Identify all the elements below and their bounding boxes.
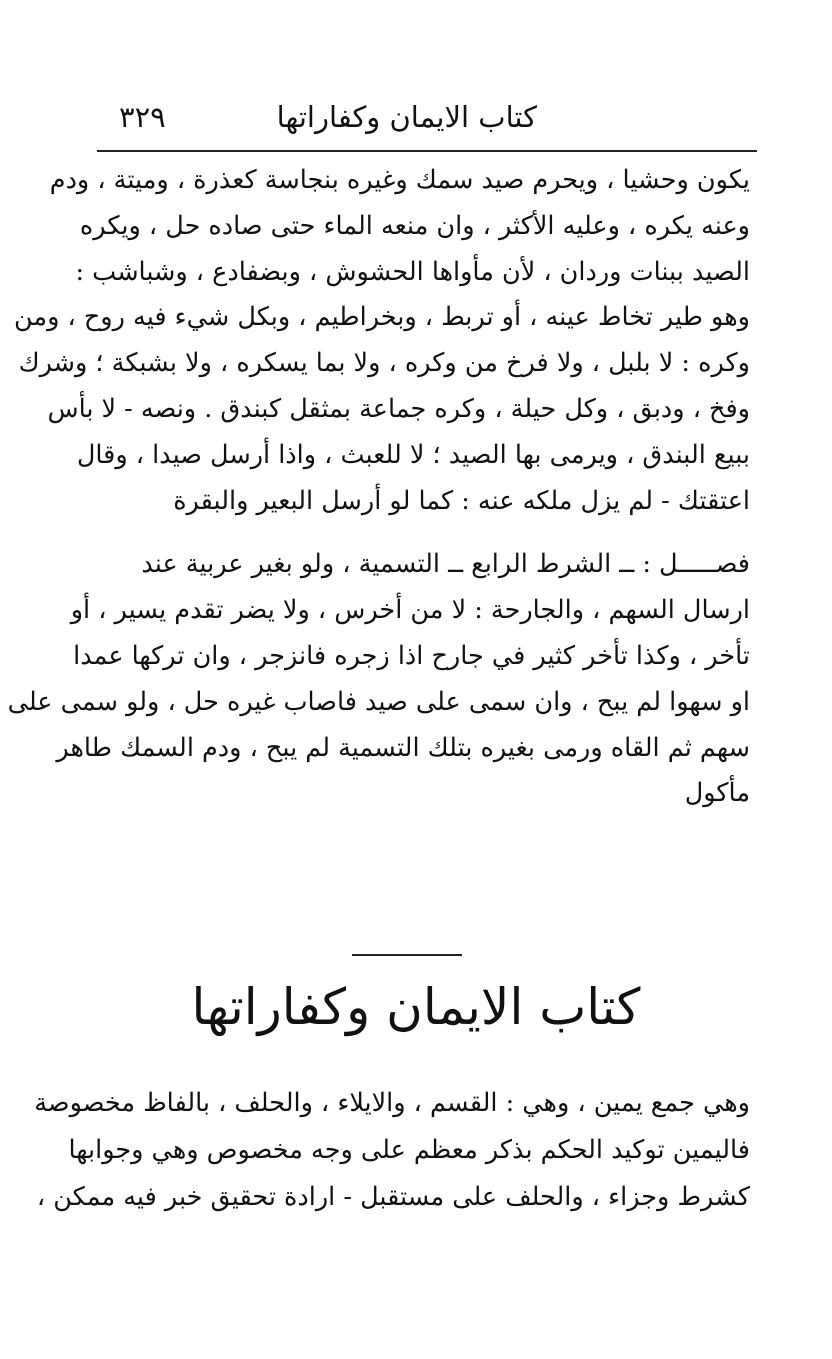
header-rule xyxy=(97,150,757,152)
section-line: مأكول xyxy=(684,778,750,809)
page-number: ٣٢٩ xyxy=(119,100,166,134)
text-line: ببيع البندق ، ويرمى بها الصيد ؛ لا للعبث ، واذا أرسل صيدا ، وقال xyxy=(76,439,750,470)
section-line: فصـــــل : ــ الشرط الرابع ــ التسمية ، ولو بغير عربية عند xyxy=(141,549,750,580)
running-title: كتاب الايمان وكفاراتها xyxy=(276,100,537,134)
section-line: تأخر ، وكذا تأخر كثير في جارح اذا زجره فانزجر ، وان تركها عمدا xyxy=(73,640,750,671)
text-line: وفخ ، ودبق ، وكل حيلة ، وكره جماعة بمثقل كبندق . ونصه - لا بأس xyxy=(47,393,750,424)
text-line: وكره : لا بلبل ، ولا فرخ من وكره ، ولا بما يسكره ، ولا بشبكة ؛ وشرك xyxy=(18,348,750,379)
section-divider xyxy=(352,954,462,956)
text-line: الصيد ببنات وردان ، لأن مأواها الحشوش ، وبضفادع ، وشباشب : xyxy=(75,256,750,287)
text-line: وهي جمع يمين ، وهي : القسم ، والايلاء ، والحلف ، بالفاظ مخصوصة xyxy=(34,1088,750,1118)
section-line: ارسال السهم ، والجارحة : لا من أخرس ، ولا يضر تقدم يسير ، أو xyxy=(70,595,750,626)
text-line: يكون وحشيا ، ويحرم صيد سمك وغيره بنجاسة كعذرة ، وميتة ، ودم xyxy=(49,165,750,195)
text-line: وعنه يكره ، وعليه الأكثر ، وان منعه الماء حتى صاده حل ، ويكره xyxy=(79,210,750,241)
text-line: اعتقتك - لم يزل ملكه عنه : كما لو أرسل البعير والبقرة xyxy=(173,485,750,516)
section-line: سهم ثم القاه ورمى بغيره بتلك التسمية لم يبح ، ودم السمك طاهر xyxy=(56,732,750,763)
paragraph-gap xyxy=(100,524,750,542)
text-line: فاليمين توكيد الحكم بذكر معظم على وجه مخصوص وهي وجوابها xyxy=(68,1135,750,1165)
section-line: او سهوا لم يبح ، وان سمى على صيد فاصاب غيره حل ، ولو سمى على xyxy=(7,686,750,717)
chapter-heading: كتاب الايمان وكفاراتها xyxy=(191,978,641,1036)
page-header xyxy=(97,96,757,146)
chapter-text xyxy=(34,1080,750,1221)
text-line: كشرط وجزاء ، والحلف على مستقبل - ارادة تحقيق خبر فيه ممكن ، xyxy=(36,1182,750,1212)
body-text xyxy=(7,158,750,817)
text-line: وهو طير تخاط عينه ، أو تربط ، وبخراطيم ، وبكل شيء فيه روح ، ومن xyxy=(14,302,750,333)
